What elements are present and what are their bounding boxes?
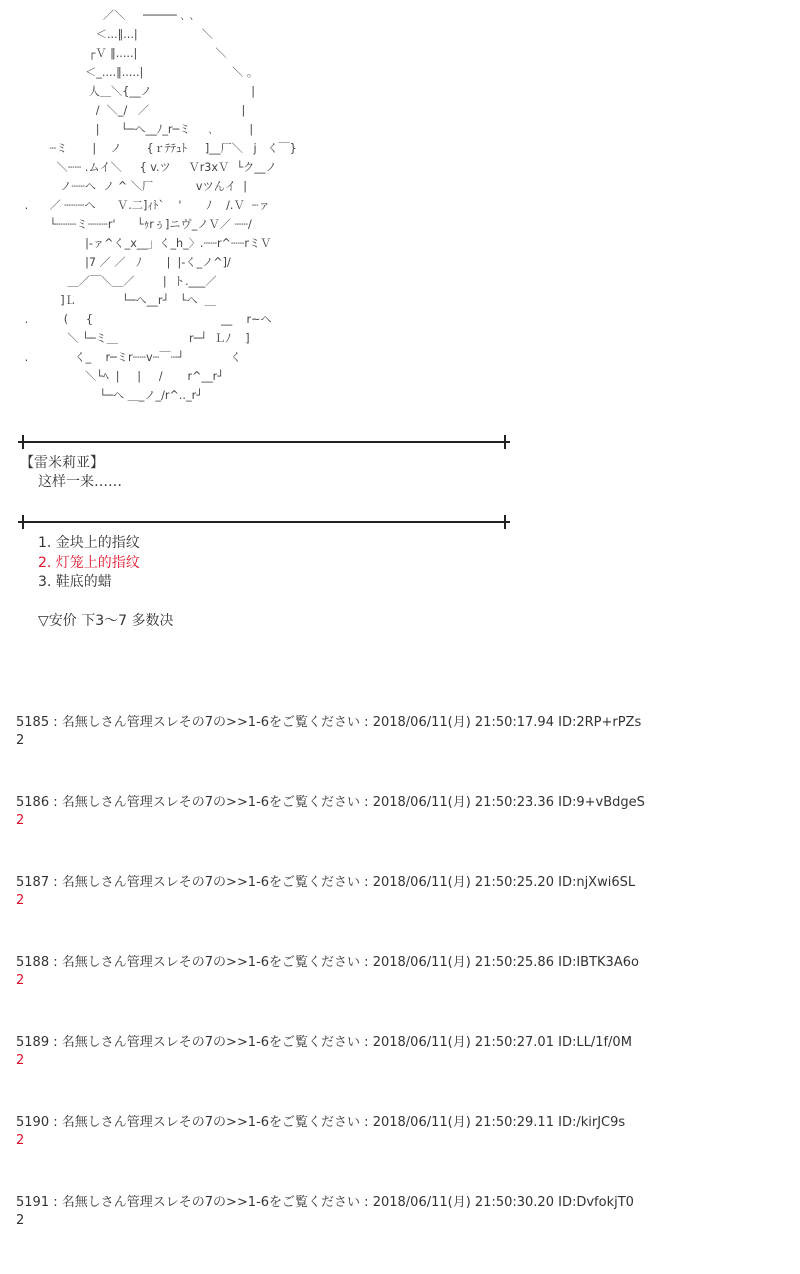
post-author: 名無しさん管理スレその7の>>1-6をご覧ください — [61, 1115, 361, 1130]
post-date: 2018/06/11(月) 21:50:30.20 — [372, 1195, 554, 1210]
post-date: 2018/06/11(月) 21:50:25.20 — [372, 875, 554, 890]
post-list — [16, 714, 645, 1274]
choice-item-2: 2. 灯笼上的指纹 — [38, 554, 140, 571]
post-header: 5191 : 名無しさん管理スレその7の>>1-6をご覧ください : 2018/06/11(月) 21:50:30.20 ID:DvfokjT0 — [16, 1195, 634, 1210]
post-id[interactable]: ID:/kirJC9s — [558, 1115, 626, 1130]
post-number[interactable]: 5188 — [16, 955, 50, 970]
post-body: 2 — [16, 893, 25, 908]
post-number[interactable]: 5191 — [16, 1195, 50, 1210]
post-body: 2 — [16, 1133, 25, 1148]
post-id[interactable]: ID:njXwi6SL — [558, 875, 636, 890]
post-header: 5186 : 名無しさん管理スレその7の>>1-6をご覧ください : 2018/06/11(月) 21:50:23.36 ID:9+vBdgeS — [16, 795, 645, 810]
post-item — [16, 1034, 645, 1114]
post-id[interactable]: ID:DvfokjT0 — [558, 1195, 634, 1210]
post-id[interactable]: ID:9+vBdgeS — [558, 795, 645, 810]
post-body: 2 — [16, 813, 25, 828]
choice-item-3: 3. 鞋底的蜡 — [38, 574, 112, 590]
speaker-name: 【雷米莉亚】 — [20, 455, 104, 471]
post-item — [16, 1194, 645, 1274]
post-date: 2018/06/11(月) 21:50:29.11 — [372, 1115, 554, 1130]
separator-line — [18, 521, 510, 523]
post-date: 2018/06/11(月) 21:50:27.01 — [372, 1035, 554, 1050]
post-item — [16, 794, 645, 874]
post-body: 2 — [16, 733, 25, 748]
post-body: 2 — [16, 1213, 25, 1228]
choice-item-1: 1. 金块上的指纹 — [38, 535, 140, 551]
separator-tick-right — [504, 515, 506, 529]
post-author: 名無しさん管理スレその7の>>1-6をご覧ください — [61, 1035, 361, 1050]
post-header: 5185 : 名無しさん管理スレその7の>>1-6をご覧ください : 2018/06/11(月) 21:50:17.94 ID:2RP+rPZs — [16, 715, 642, 730]
post-item — [16, 874, 645, 954]
post-body: 2 — [16, 973, 25, 988]
post-author: 名無しさん管理スレその7の>>1-6をご覧ください — [61, 715, 361, 730]
post-number[interactable]: 5189 — [16, 1035, 50, 1050]
post-author: 名無しさん管理スレその7の>>1-6をご覧ください — [61, 955, 361, 970]
post-id[interactable]: ID:2RP+rPZs — [558, 715, 642, 730]
choice-list — [38, 534, 173, 631]
post-date: 2018/06/11(月) 21:50:23.36 — [372, 795, 554, 810]
post-id[interactable]: ID:IBTK3A6o — [558, 955, 639, 970]
post-number[interactable]: 5190 — [16, 1115, 50, 1130]
separator-bottom — [18, 515, 510, 529]
post-item — [16, 714, 645, 794]
post-item — [16, 954, 645, 1034]
post-number[interactable]: 5185 — [16, 715, 50, 730]
separator-tick-left — [22, 515, 24, 529]
post-author: 名無しさん管理スレその7の>>1-6をご覧ください — [61, 875, 361, 890]
post-date: 2018/06/11(月) 21:50:17.94 — [372, 715, 554, 730]
dialogue-line: 这样一来…… — [38, 474, 122, 490]
post-header: 5190 : 名無しさん管理スレその7の>>1-6をご覧ください : 2018/06/11(月) 21:50:29.11 ID:/kirJC9s — [16, 1115, 626, 1130]
post-body: 2 — [16, 1053, 25, 1068]
post-author: 名無しさん管理スレその7の>>1-6をご覧ください — [61, 1195, 361, 1210]
separator-tick-right — [504, 435, 506, 449]
post-header: 5189 : 名無しさん管理スレその7の>>1-6をご覧ください : 2018/06/11(月) 21:50:27.01 ID:LL/1f/0M — [16, 1035, 632, 1050]
post-header: 5187 : 名無しさん管理スレその7の>>1-6をご覧ください : 2018/06/11(月) 21:50:25.20 ID:njXwi6SL — [16, 875, 636, 890]
post-number[interactable]: 5187 — [16, 875, 50, 890]
post-date: 2018/06/11(月) 21:50:25.86 — [372, 955, 554, 970]
separator-tick-left — [22, 435, 24, 449]
post-id[interactable]: ID:LL/1f/0M — [558, 1035, 632, 1050]
ascii-art-illustration: ／＼ ───── ､ ､ ＜...‖...| ＼ ┌Ｖ ‖.....| ＼ ＜_....‖.....| ＼ 。 人＿＼{__ノ | / ＼_/ ／ | | └─へ__ﾉ_r─ミ ､ | ┄ミ | ノ {ｒﾃﾃｭﾄ ]__厂＼ j く￣} ＼┄┄ .ムイ＼ { v.ツ Ｖr3xＶ └ク__ノ ノ┄┄へ ノ ^ ＼厂 vツんイ | . ／ ┄┄┄へ Ｖ.二]ｨﾄ` ' ﾉ /.Ｖ ┄ァ └┄┄┄ミ┄┄┄r' └ｩrぅ]ニヴ_ノＶ／ ┄┄/ |-ァ^く_x__」く_h_〉.┄┄r^┄┄rミＶ |7 ／ ／ ﾉ | |-く_ノ^]/ ＿／￣＼＿／ | ト.___／ ]Ｌ └─へ__r┘ └へ ＿ . ( { __ r~へ ＼ └─ミ＿ r─┘ Ｌﾉ ] . く_ r─ミr┄┄v┄￣┄┘ く ＼└ﾍ | | / r^__r┘ └─へ ＿_ノ_/r^.._r┘ — [24, 9, 297, 402]
separator-top — [18, 435, 510, 449]
post-author: 名無しさん管理スレその7の>>1-6をご覧ください — [61, 795, 361, 810]
separator-line — [18, 441, 510, 443]
dialogue-block — [20, 454, 122, 492]
post-header: 5188 : 名無しさん管理スレその7の>>1-6をご覧ください : 2018/06/11(月) 21:50:25.86 ID:IBTK3A6o — [16, 955, 639, 970]
post-item — [16, 1114, 645, 1194]
post-number[interactable]: 5186 — [16, 795, 50, 810]
vote-instruction: ▽安价 下3～7 多数决 — [38, 612, 174, 629]
